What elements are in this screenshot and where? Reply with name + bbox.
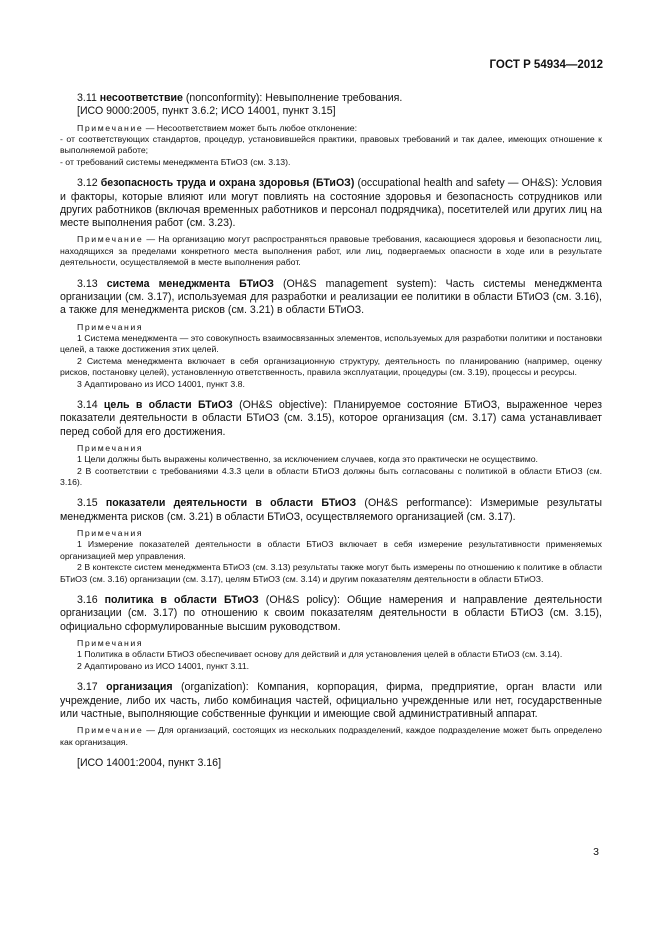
note-item: 1 Политика в области БТиОЗ обеспечивает основу для действий и для установления целей в области БТиОЗ (см. 3.14). (77, 649, 563, 660)
term: цель в области БТиОЗ (103, 398, 233, 411)
note-item: 1 Система менеджмента — это совокупность взаимосвязанных элементов, используемых для разработки политики и постановки целей, а также достижения этих целей. (60, 332, 602, 355)
reference: [ИСО 14001:2004, пункт 3.16] (77, 756, 222, 769)
page-content (60, 92, 602, 770)
notes-heading: Примечания (77, 442, 144, 453)
document-code: ГОСТ Р 54934—2012 (489, 59, 603, 71)
term: политика в области БТиОЗ (104, 594, 259, 607)
term: несоответствие (99, 92, 183, 104)
definition-3-16: 3.16 политика в области БТиОЗ (OH&S policy): Общие намерения и направление деятельности организации (см. 3.17) по отношению к своим показателям деятельности в области БТиОЗ (см. 3.15), официально сформулированные высшим руководством. (60, 594, 603, 633)
definition-3-13: 3.13 система менеджмента БТиОЗ (OH&S management system): Часть системы менеджмента организации (см. 3.17), используемая для разработки и реализации ее политики в области БТиОЗ (см. 3.16), а также для менеджмента рисков (см. 3.21) в области БТиОЗ. (60, 277, 602, 317)
page-number: 3 (593, 846, 599, 858)
term: безопасность труда и охрана здоровья (БТиОЗ) (100, 177, 355, 190)
note-item: 3 Адаптировано из ИСО 14001, пункт 3.8. (77, 378, 245, 389)
note: Примечание — На организацию могут распространяться правовые требования, касающиеся здоровья и безопасности лиц, находящихся за пределами конкретного места выполнения работ, или лиц, подвергаемых опасности в ходе или в результате деятельности, осуществляемой в месте выполнения работ. (60, 234, 602, 268)
definition-3-11: 3.11 несоответствие (nonconformity): Невыполнение требования. (77, 92, 403, 104)
note-list-item: - от требований системы менеджмента БТиОЗ (см. 3.13). (60, 156, 291, 167)
term: показатели деятельности в области БТиОЗ (105, 497, 357, 510)
definition-3-14: 3.14 цель в области БТиОЗ (OH&S objective): Планируемое состояние БТиОЗ, выраженное через показатели деятельности в области БТиОЗ (см. 3.15), которое организация (см. 3.17) сама устанавливает перед собой для его достижения. (60, 398, 602, 438)
term: организация (106, 681, 173, 694)
note-item: 2 Система менеджмента включает в себя организационную структуру, деятельность по планированию (например, оценку рисков, постановку целей), установленную ответственность, правила эксплуатации, процедуры (см. 3.19), процессы и ресурсы. (60, 355, 602, 378)
definition-3-12: 3.12 безопасность труда и охрана здоровья (БТиОЗ) (occupational health and safety — OH&S): Условия и факторы, которые влияют или могут повлиять на состояние здоровья и безопасность сотрудников или других работников (включая временных работников и персонал подрядчика), посетителей или других лиц на месте выполнения работ (см. 3.23). (60, 177, 602, 230)
note-item: 2 Адаптировано из ИСО 14001, пункт 3.11. (77, 660, 250, 671)
note-item: 2 В контексте систем менеджмента БТиОЗ (см. 3.13) результаты также могут быть измерены по отношению к политике в области БТиОЗ (см. 3.16) организации (см. 3.17), целям БТиОЗ (см. 3.14) и другим показателям деятельности в области БТиОЗ. (60, 562, 602, 584)
notes-heading: Примечания (77, 321, 144, 332)
reference: [ИСО 9000:2005, пункт 3.6.2; ИСО 14001, пункт 3.15] (77, 105, 336, 118)
term: система менеджмента БТиОЗ (106, 277, 274, 290)
note: Примечание — Для организаций, состоящих из нескольких подразделений, каждое подразделение может быть определено как организация. (60, 725, 602, 747)
note: Примечание — Несоответствием может быть любое отклонение: (77, 122, 358, 133)
note-item: 2 В соответствии с требованиями 4.3.3 цели в области БТиОЗ должны быть согласованы с политикой в области БТиОЗ (см. 3.16). (60, 465, 602, 488)
note-item: 1 Измерение показателей деятельности в области БТиОЗ включает в себя измерение результативности применяемых организацией мер управления. (60, 539, 602, 561)
definition-3-17: 3.17 организация (organization): Компания, корпорация, фирма, предприятие, орган власти или учреждение, либо их часть, либо комбинация частей, официально учрежденные или нет, государственные или частные, выполняющие собственные функции и имеющие свой административный аппарат. (60, 681, 602, 720)
note-list-item: - от соответствующих стандартов, процедур, установившейся практики, правовых требований и так далее, имеющих отношение к выполняемой работе; (60, 134, 602, 156)
notes-heading: Примечания (77, 637, 144, 648)
definition-3-15: 3.15 показатели деятельности в области БТиОЗ (OH&S performance): Измеримые результаты менеджмента рисков (см. 3.21) в области БТиОЗ, осуществляемого организацией (см. 3.17). (60, 497, 602, 523)
note-item: 1 Цели должны быть выражены количественно, за исключением случаев, когда это практически не осуществимо. (77, 454, 538, 465)
notes-heading: Примечания (77, 528, 144, 539)
